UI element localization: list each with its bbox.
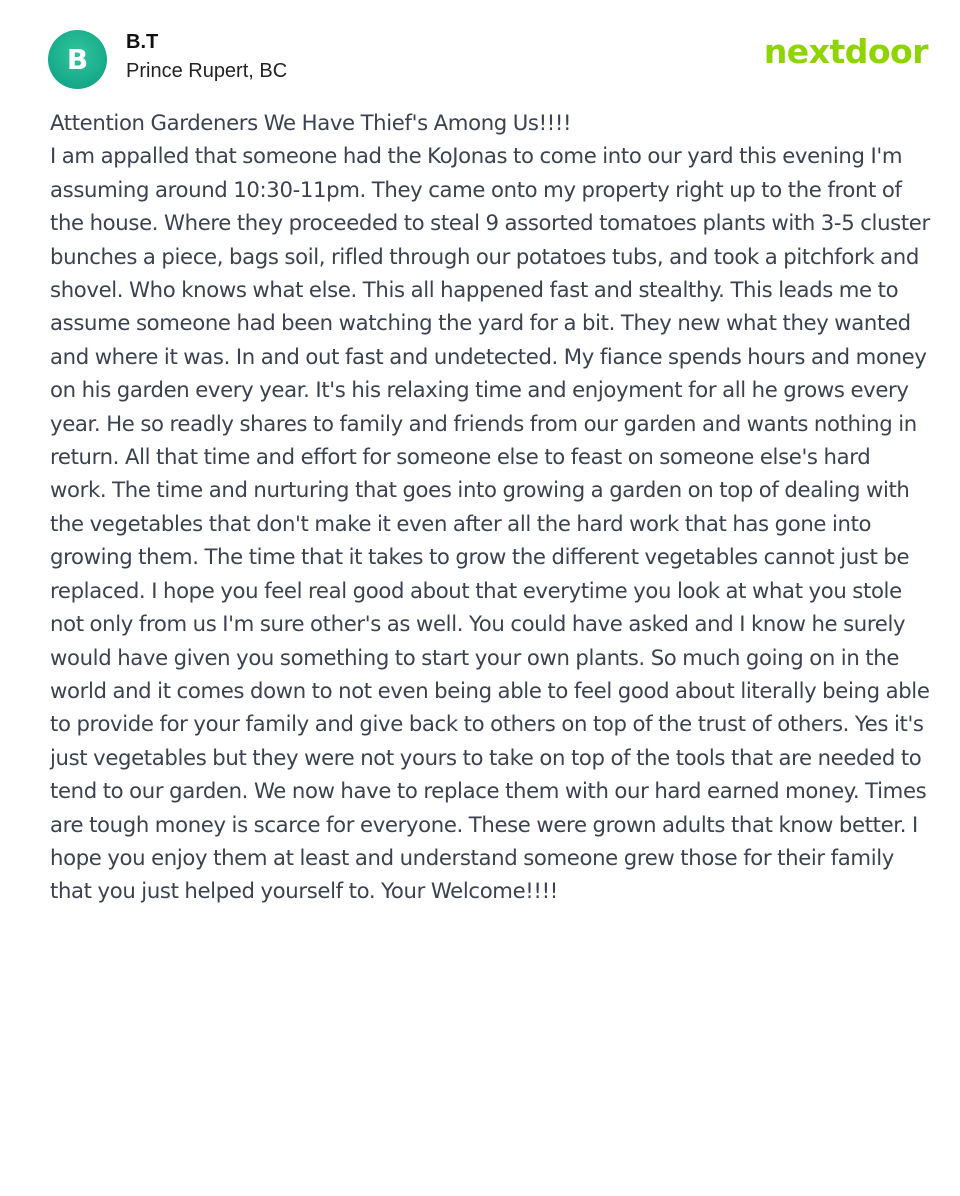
avatar[interactable]: B (48, 30, 107, 89)
post-title: Attention Gardeners We Have Thief's Among Us!!!! (50, 110, 572, 135)
author-name[interactable]: B.T (126, 31, 159, 53)
post-text: I am appalled that someone had the KoJonas to come into our yard this evening I'm assuming around 10:30-11pm. They came onto my property right up to the front of the house. Where they proceeded to steal 9 assorted tomatoes plants with 3-5 cluster bunches a piece, bags soil, rifled through our potatoes tubs, and took a pitchfork and shovel. Who knows what else. This all happened fast and stealthy. This leads me to assume someone had been watching the yard for a bit. They new what they wanted and where it was. In and out fast and undetected. My fiance spends hours and money on his garden every year. It's his relaxing time and enjoyment for all he grows every year. He so readly shares to family and friends from our garden and wants nothing in return. All that time and effort for someone else to feast on someone else's hard work. The time and nurturing that goes into growing a garden on top of dealing with the vegetables that don't make it even after all the hard work that has gone into growing them. The time that it takes to grow the different vegetables cannot just be replaced. I hope you feel real good about that everytime you look at what you stole not only from us I'm sure other's as well. You could have asked and I know he surely would have given you something to start your own plants. So much going on in the world and it comes down to not even being able to feel good about literally being able to provide for your family and give back to others on top of the trust of others. Yes it's just vegetables but they were not yours to take on top of the tools that are needed to tend to our garden. We now have to replace them with our hard earned money. Times are tough money is scarce for everyone. These were grown adults that know better. I hope you enjoy them at least and understand someone grew those for their family that you just helped yourself to. Your Welcome!!!! (50, 143, 930, 904)
post-header (48, 30, 928, 92)
post-content (50, 106, 930, 908)
nextdoor-logo: nextdoor (763, 32, 928, 71)
author-location: Prince Rupert, BC (126, 60, 288, 82)
